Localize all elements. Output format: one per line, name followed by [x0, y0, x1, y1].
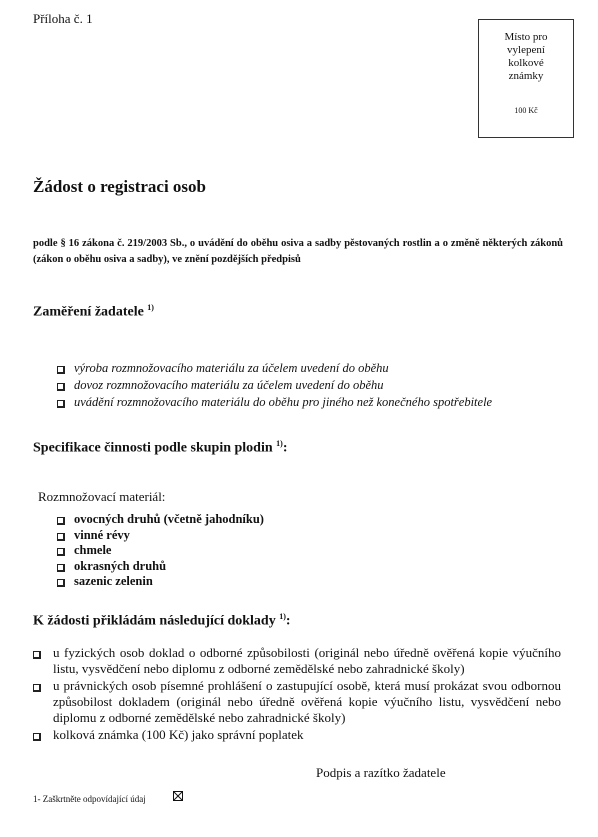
footnote-ref: 1) — [147, 303, 154, 312]
list-item-label: u fyzických osob doklad o odborné způsobilosti (originál nebo úředně ověřená kopie výučního listu, vysvědčení nebo diplomu z odborné zemědělské nebo zahradnické školy) — [53, 645, 561, 676]
list-item-label: výroba rozmnožovacího materiálu za účelem uvedení do oběhu — [74, 361, 389, 375]
heading-text: Specifikace činnosti podle skupin plodin — [33, 440, 273, 456]
heading-colon: : — [282, 440, 288, 456]
zamereni-list — [57, 360, 492, 411]
checkbox[interactable] — [57, 548, 65, 556]
material-label: Rozmnožovací materiál: — [38, 489, 166, 504]
list-item-label: vinné révy — [74, 527, 130, 542]
heading-colon: : — [285, 613, 291, 629]
list-item — [57, 377, 492, 394]
list-item-label: u právnických osob písemné prohlášení o zastupující osobě, která musí prokázat svou odbornou způsobilost dokladem (originál nebo úředně ověřená kopie výučního listu, vysvědčení nebo diplomu z odborné zemědělské nebo zahradnické školy) — [53, 678, 561, 725]
footnote: 1- Zaškrtněte odpovídající údaj — [33, 794, 146, 804]
checkbox[interactable] — [33, 684, 41, 692]
checkbox[interactable] — [57, 564, 65, 572]
checkbox[interactable] — [57, 517, 65, 525]
law-reference: podle § 16 zákona č. 219/2003 Sb., o uvádění do oběhu osiva a sadby pěstovaných rostlin a o změně některých zákonů (zákon o oběhu osiva a sadby), ve znění pozdějších předpisů — [33, 238, 563, 265]
footnote-ref: 1) — [276, 439, 283, 448]
list-item — [57, 528, 264, 544]
footnote-ref: 1) — [279, 612, 286, 621]
section-heading-specifikace — [33, 439, 287, 457]
checkbox[interactable] — [57, 383, 65, 391]
list-item-label: kolková známka (100 Kč) jako správní poplatek — [53, 727, 304, 742]
checkbox[interactable] — [57, 366, 65, 374]
stamp-line: kolkové — [508, 57, 544, 69]
list-item-label: uvádění rozmnožovacího materiálu do oběhu pro jiného než konečného spotřebitele — [74, 395, 493, 409]
document-title: Žádost o registraci osob — [33, 177, 206, 196]
list-item-label: okrasných druhů — [74, 558, 167, 573]
checkbox[interactable] — [57, 533, 65, 541]
list-item — [33, 678, 561, 726]
stamp-box-text — [479, 31, 573, 83]
heading-text: Zaměření žadatele — [33, 304, 144, 320]
list-item-label: dovoz rozmnožovacího materiálu za účelem uvedení do oběhu — [74, 378, 384, 392]
list-item-label: ovocných druhů (včetně jahodníku) — [74, 512, 264, 526]
list-item — [57, 574, 264, 590]
crop-group-list — [57, 512, 264, 590]
list-item-label: sazenic zelenin — [74, 574, 153, 588]
list-item-label: chmele — [74, 543, 112, 557]
section-heading-zamereni — [33, 303, 154, 321]
list-item — [33, 727, 561, 743]
stamp-line: známky — [508, 70, 544, 82]
list-item — [57, 394, 492, 411]
stamp-price: 100 Kč — [514, 106, 538, 115]
list-item — [57, 360, 492, 377]
checkbox[interactable] — [57, 400, 65, 408]
stamp-box — [478, 19, 574, 138]
documents-list — [33, 645, 561, 744]
checked-box-icon — [173, 791, 183, 801]
signature-label: Podpis a razítko žadatele — [316, 765, 446, 780]
checkbox[interactable] — [33, 651, 41, 659]
list-item — [57, 543, 264, 559]
list-item — [33, 645, 561, 677]
checkbox[interactable] — [33, 733, 41, 741]
section-heading-doklady — [33, 612, 291, 630]
checkbox[interactable] — [57, 579, 65, 587]
list-item — [57, 512, 264, 528]
list-item — [57, 559, 264, 575]
stamp-line: vylepení — [507, 44, 545, 56]
annex-label: Příloha č. 1 — [33, 11, 93, 26]
stamp-line: Místo pro — [504, 31, 548, 43]
heading-text: K žádosti přikládám následující doklady — [33, 613, 276, 629]
